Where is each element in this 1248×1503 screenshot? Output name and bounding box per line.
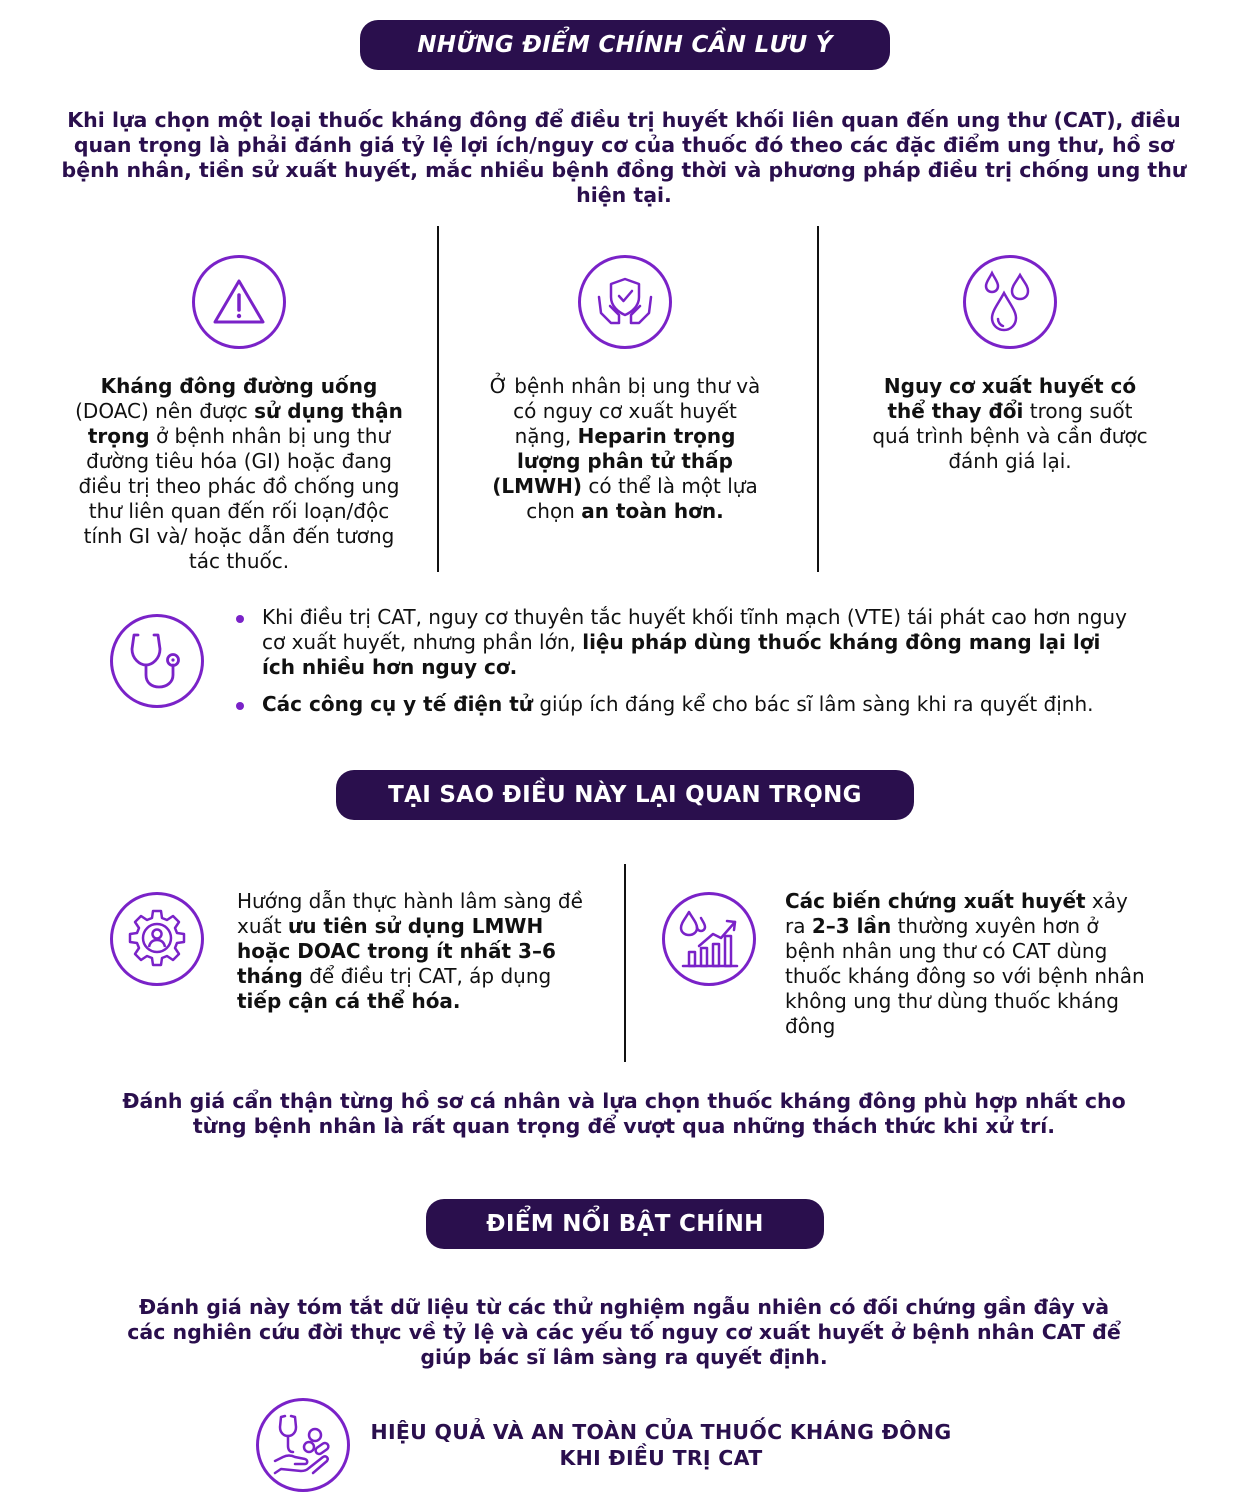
list-item xyxy=(236,605,1136,680)
col1-bold-1: Kháng đông đường uống xyxy=(100,374,378,398)
why-left-text-1: Hướng dẫn thực hành lâm sàng đề xuất xyxy=(237,889,583,938)
bullet2-text: giúp ích đáng kể cho bác sĩ lâm sàng khi ra quyết định. xyxy=(533,692,1094,716)
shield-hands-icon xyxy=(578,255,672,349)
section-heading-key-points: NHỮNG ĐIỂM CHÍNH CẦN LƯU Ý xyxy=(360,20,890,70)
column-divider xyxy=(817,226,819,572)
why-right-text-2: thường xuyên hơn ở bệnh nhân ung thư có CAT dùng thuốc kháng đông so với bệnh nhân không ung thư dùng thuốc kháng đông xyxy=(785,914,1145,1038)
blood-chart-icon xyxy=(662,892,756,986)
why-left-text xyxy=(237,889,599,1014)
list-item xyxy=(236,692,1136,717)
section-heading-highlights: ĐIỂM NỔI BẬT CHÍNH xyxy=(426,1199,824,1249)
bullet1-text: Khi điều trị CAT, nguy cơ thuyên tắc huyết khối tĩnh mạch (VTE) tái phát cao hơn nguy cơ xuất huyết, nhưng phần lớn, xyxy=(262,605,1127,654)
col2-text-2: có thể là một lựa chọn xyxy=(526,474,758,523)
key-points-bullets xyxy=(236,605,1136,717)
why-left-bold-1: ưu tiên sử dụng LMWH hoặc DOAC trong ít nhất 3–6 tháng xyxy=(237,914,556,988)
bullet-dot xyxy=(236,615,244,623)
col3-text xyxy=(870,374,1150,474)
col3-bold-1: Nguy cơ xuất huyết có thể thay đổi xyxy=(883,374,1137,423)
bullet1-bold: liệu pháp dùng thuốc kháng đông mang lại lợi ích nhiều hơn nguy cơ. xyxy=(262,630,1101,679)
highlights-intro: Đánh giá này tóm tắt dữ liệu từ các thử nghiệm ngẫu nhiên có đối chứng gần đây và các nghiên cứu đời thực về tỷ lệ và các yếu tố nguy cơ xuất huyết ở bệnh nhân CAT để giúp bác sĩ lâm sàng ra quyết định. xyxy=(127,1295,1121,1369)
stethoscope-pills-hand-icon xyxy=(256,1398,350,1492)
column-divider xyxy=(624,864,626,1062)
blood-drops-icon xyxy=(963,255,1057,349)
gear-person-icon xyxy=(110,892,204,986)
col1-bold-2: sử dụng thận trọng xyxy=(87,399,403,448)
why-conclusion: Đánh giá cẩn thận từng hồ sơ cá nhân và lựa chọn thuốc kháng đông phù hợp nhất cho từng bệnh nhân là rất quan trọng để vượt qua những thách thức khi xử trí. xyxy=(122,1089,1126,1138)
col1-text xyxy=(68,374,410,574)
why-right-bold-2: 2–3 lần xyxy=(811,914,892,938)
col3-text-1: trong suốt quá trình bệnh và cần được đánh giá lại. xyxy=(872,399,1148,473)
highlight-title-line1: HIỆU QUẢ VÀ AN TOÀN CỦA THUỐC KHÁNG ĐÔNG xyxy=(370,1420,952,1444)
why-left-bold-2: tiếp cận cá thể hóa. xyxy=(237,989,461,1013)
why-right-text-1: xảy ra xyxy=(785,889,1128,938)
bullet-dot xyxy=(236,702,244,710)
col1-text-2: ở bệnh nhân bị ung thư đường tiêu hóa (GI) hoặc đang điều trị theo phác đồ chống ung thư liên quan đến rối loạn/độc tính GI và/ hoặc dẫn đến tương tác thuốc. xyxy=(78,424,400,573)
stethoscope-icon xyxy=(110,614,204,708)
warning-icon xyxy=(192,255,286,349)
bullet2-bold: Các công cụ y tế điện tử xyxy=(262,692,533,716)
col1-text-1: (DOAC) nên được xyxy=(75,399,255,423)
column-divider xyxy=(437,226,439,572)
section-heading-why-it-matters: TẠI SAO ĐIỀU NÀY LẠI QUAN TRỌNG xyxy=(336,770,914,820)
why-right-text xyxy=(785,889,1145,1039)
col2-bold-1: Heparin trọng lượng phân tử thấp (LMWH) xyxy=(492,424,736,498)
key-points-intro: Khi lựa chọn một loại thuốc kháng đông để điều trị huyết khối liên quan đến ung thư (CAT), điều quan trọng là phải đánh giá tỷ lệ lợi ích/nguy cơ của thuốc đó theo các đặc điểm ung thư, hồ sơ bệnh nhân, tiền sử xuất huyết, mắc nhiều bệnh đồng thời và phương pháp điều trị chống ung thư hiện tại. xyxy=(61,108,1187,207)
col2-bold-2: an toàn hơn. xyxy=(581,499,724,523)
why-left-text-2: để điều trị CAT, áp dụng xyxy=(302,964,552,988)
col2-text xyxy=(484,374,766,524)
highlight-title xyxy=(360,1419,962,1471)
why-right-bold-1: Các biến chứng xuất huyết xyxy=(785,889,1086,913)
col2-text-1: Ở bệnh nhân bị ung thư và có nguy cơ xuất huyết nặng, xyxy=(489,374,761,448)
highlight-title-line2: KHI ĐIỀU TRỊ CAT xyxy=(559,1446,763,1470)
